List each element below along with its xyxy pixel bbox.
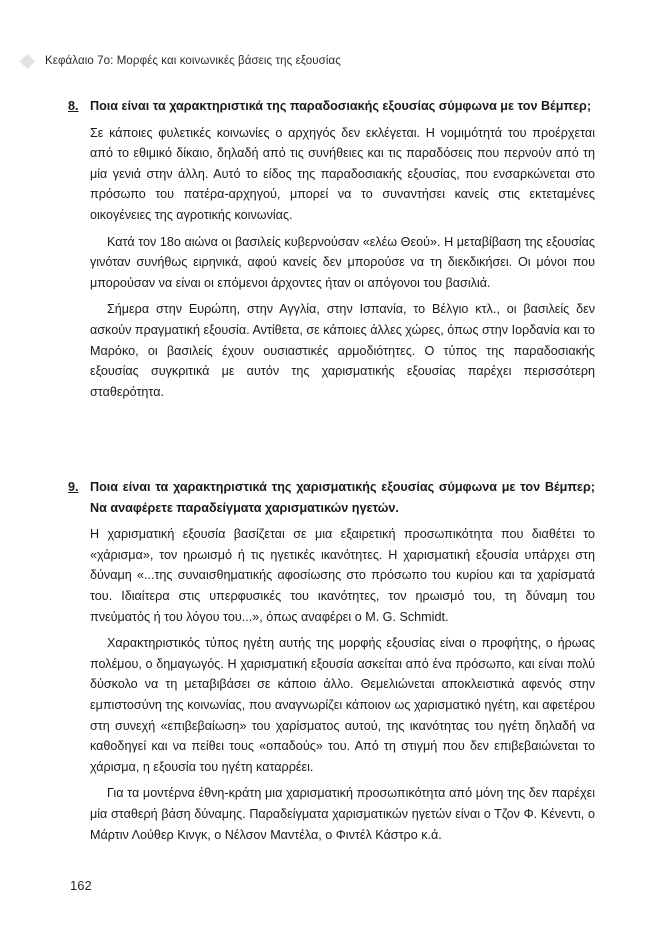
- answer-paragraph: Σήμερα στην Ευρώπη, στην Αγγλία, στην Ισπανία, το Βέλγιο κτλ., οι βασιλείς δεν ασκούν πραγματική εξουσία. Αντίθετα, σε κάποιες άλλες χώρες, όπως στην Ιορδανία και το Μαρόκο, οι βασιλείς έχουν ουσιαστικές αρμοδιότητες. Ο τύπος της παραδοσιακής εξουσίας συγκριτικά με αυτόν της χαρισματικής εξουσίας παρέχει περισσότερη σταθερότητα.: [90, 302, 595, 399]
- page-header: [20, 55, 341, 67]
- answer-paragraph: Χαρακτηριστικός τύπος ηγέτη αυτής της μορφής εξουσίας είναι ο προφήτης, ο ήρωας πολέμου, ο δημαγωγός. Η χαρισματική εξουσία ασκείται από ένα πρόσωπο, και είναι πολύ δύσκολο να τη μεταβιβάσει σε κάποιο άλλο. Θεμελιώνεται αποκλειστικά αφενός στην εμπιστοσύνη της κοινωνίας, που αναγνωρίζει κάποιον ως χαρισματικό ηγέτη, και αφετέρου στη συνεχή «επιβεβαίωση» του χαρίσματος αυτού, της ικανότητας του ηγέτη δηλαδή να καθοδηγεί και να πείθει τους «οπαδούς» του. Από τη στιγμή που δεν επιβεβαιώνεται το χάρισμα, η εξουσία του ηγέτη καταρρέει.: [90, 636, 595, 774]
- answer-paragraph: Για τα μοντέρνα έθνη-κράτη μια χαρισματική προσωπικότητα από μόνη της δεν παρέχει μία σταθερή βάση δύναμης. Παραδείγματα χαρισματικών ηγετών είναι ο Τζον Φ. Κένεντι, ο Μάρτιν Λούθερ Κινγκ, ο Νέλσον Μαντέλα, ο Φιντέλ Κάστρο κ.ά.: [90, 786, 595, 842]
- question-number: 8.: [68, 99, 79, 113]
- question-heading: [68, 477, 595, 518]
- answer-paragraph: Η χαρισματική εξουσία βασίζεται σε μια εξαιρετική προσωπικότητα που διαθέτει το «χάρισμα», τον ηρωισμό ή τις ηγετικές ικανότητες. Η χαρισματική εξουσία υπάρχει στη δύναμη «...της συναισθηματικής αφοσίωσης στο πρόσωπο του κυρίου και τα χαρίσματά του. Ιδιαίτερα στις υπερφυσικές του ικανότητες, τον ηρωισμό του, τη δύναμη του πνεύματός ή του λόγου του...», όπως αναφέρει ο M. G. Schmidt.: [90, 527, 595, 624]
- page-number: 162: [70, 878, 92, 893]
- question-heading: [68, 96, 595, 117]
- question-section-9: [68, 477, 595, 845]
- question-number: 9.: [68, 480, 79, 494]
- answer-paragraph: Σε κάποιες φυλετικές κοινωνίες ο αρχηγός δεν εκλέγεται. Η νομιμότητά του προέρχεται από το εθιμικό δίκαιο, δηλαδή από τις συνήθειες και τις παραδόσεις που περνούν από τη μία γενιά στην άλλη. Αυτό το είδος της παραδοσιακής εξουσίας, που ενσαρκώνεται στο πρόσωπο του πατέρα-αρχηγού, μπορεί να το συναντήσει κανείς στις εκτεταμένες οικογένειες της αγροτικής κοινωνίας.: [90, 125, 595, 222]
- question-text: Ποια είναι τα χαρακτηριστικά της χαρισματικής εξουσίας σύμφωνα με τον Βέμπερ; Να αναφέρετε παραδείγματα χαρισματικών ηγετών.: [90, 480, 595, 515]
- answer-paragraph: Κατά τον 18ο αιώνα οι βασιλείς κυβερνούσαν «ελέω Θεού». Η μεταβίβαση της εξουσίας γινόταν συνήθως ειρηνικά, αφού κανείς δεν μπορούσε να τη διεκδικήσει. Οι μόνοι που μπορούσαν να είναι οι επόμενοι άρχοντες ήταν οι απόγονοι του βασιλιά.: [90, 234, 595, 290]
- answer-body: [90, 123, 595, 403]
- chapter-title: Κεφάλαιο 7ο: Μορφές και κοινωνικές βάσεις της εξουσίας: [45, 55, 341, 67]
- answer-body: [90, 524, 595, 845]
- diamond-icon: [20, 53, 36, 69]
- question-section-8: [68, 96, 595, 402]
- question-text: Ποια είναι τα χαρακτηριστικά της παραδοσιακής εξουσίας σύμφωνα με τον Βέμπερ;: [90, 99, 592, 113]
